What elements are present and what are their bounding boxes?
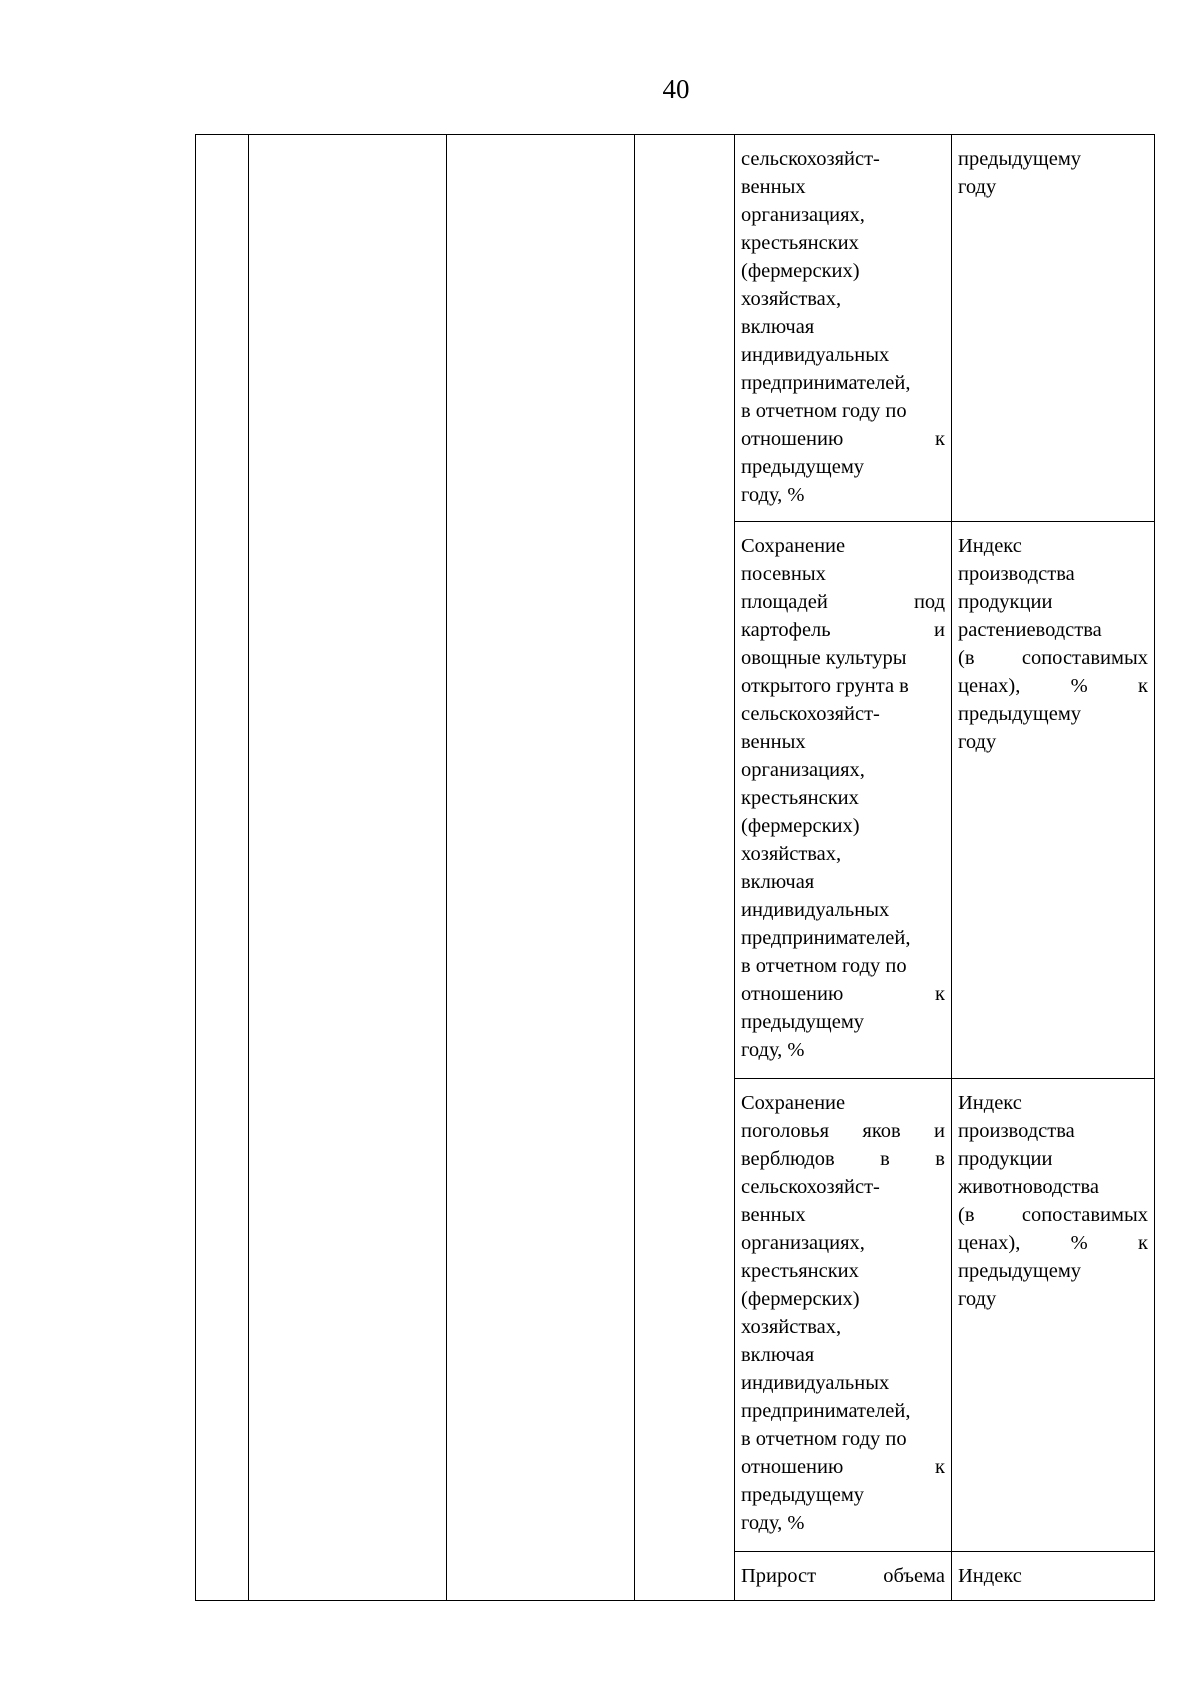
cell-text-line: крестьянских (741, 787, 859, 809)
cell-text-line: году, % (741, 1512, 805, 1534)
activity-cell (735, 135, 952, 522)
cell-text-line: Индекс (958, 1092, 1022, 1114)
cell-text-line: предпринимателей, (741, 927, 911, 949)
cell-text-line: в отчетном году по (741, 400, 907, 422)
cell-text-line: включая (741, 871, 815, 893)
cell-text-line: включая (741, 316, 815, 338)
cell-text-line: открытого грунта в (741, 675, 909, 697)
cell-text-line: в отчетном году по (741, 955, 907, 977)
cell-text-line: в отчетном году по (741, 1428, 907, 1450)
cell-text-line: году (958, 1288, 997, 1310)
cell-text-line: венных (741, 176, 806, 198)
cell-text-line: индивидуальных (741, 1372, 890, 1394)
page-number: 40 (662, 74, 690, 104)
cell-text-line: предыдущему (741, 1011, 865, 1033)
cell-text-line: Сохранение (741, 1092, 846, 1114)
table-row (196, 135, 1155, 522)
cell-text-line: ценах), % к (958, 675, 1148, 697)
cell-text-line: (фермерских) (741, 1288, 860, 1310)
cell-text-line: хозяйствах, (741, 1316, 842, 1338)
cell-text-line: Сохранение (741, 535, 846, 557)
cell-text-line: сельскохозяйст- (741, 148, 880, 170)
cell-text-line: Прирост объема (741, 1565, 945, 1587)
cell-text-line: поголовья яков и (741, 1120, 945, 1142)
cell-text-line: (фермерских) (741, 260, 860, 282)
cell-text-line: организациях, (741, 1232, 865, 1254)
cell-text-line: организациях, (741, 204, 865, 226)
cell-text-line: хозяйствах, (741, 843, 842, 865)
cell-text-line: организациях, (741, 759, 865, 781)
indicator-cell (952, 1079, 1155, 1552)
cell-text-line: (в сопоставимых (958, 647, 1148, 669)
cell-text-line: году, % (741, 1039, 805, 1061)
cell-text-line: верблюдов в в (741, 1148, 945, 1170)
cell-text-line: Индекс (958, 535, 1022, 557)
cell-text-line: индивидуальных (741, 344, 890, 366)
cell-text-line: Индекс (958, 1565, 1022, 1587)
cell-text-line: предыдущему (741, 456, 865, 478)
cell-text-line: крестьянских (741, 232, 859, 254)
activity-cell (735, 1552, 952, 1601)
cell-text-line: отношению к (741, 428, 945, 450)
cell-text-line: предыдущему (741, 1484, 865, 1506)
cell-text-line: ценах), % к (958, 1232, 1148, 1254)
indicator-cell (952, 522, 1155, 1079)
cell-text-line: производства (958, 563, 1075, 585)
indicator-cell (952, 135, 1155, 522)
document-table (195, 134, 1155, 1601)
cell-text-line: растениеводства (958, 619, 1102, 641)
cell-text-line: (фермерских) (741, 815, 860, 837)
cell-text-line: году (958, 176, 997, 198)
executor-column-cell (447, 135, 635, 1601)
number-column-cell (196, 135, 249, 1601)
cell-text-line: производства (958, 1120, 1075, 1142)
period-column-cell (635, 135, 735, 1601)
cell-text-line: сельскохозяйст- (741, 1176, 880, 1198)
program-name-column-cell (249, 135, 447, 1601)
cell-text-line: животноводства (958, 1176, 1100, 1198)
cell-text-line: предыдущему (958, 1260, 1082, 1282)
cell-text-line: отношению к (741, 983, 945, 1005)
cell-text-line: хозяйствах, (741, 288, 842, 310)
cell-text-line: продукции (958, 591, 1053, 613)
cell-text-line: предпринимателей, (741, 372, 911, 394)
cell-text-line: овощные культуры (741, 647, 907, 669)
cell-text-line: (в сопоставимых (958, 1204, 1148, 1226)
cell-text-line: включая (741, 1344, 815, 1366)
cell-text-line: отношению к (741, 1456, 945, 1478)
cell-text-line: площадей под (741, 591, 945, 613)
cell-text-line: году, % (741, 484, 805, 506)
cell-text-line: картофель и (741, 619, 945, 641)
cell-text-line: предпринимателей, (741, 1400, 911, 1422)
activity-cell (735, 522, 952, 1079)
cell-text-line: сельскохозяйст- (741, 703, 880, 725)
cell-text-line: предыдущему (958, 148, 1082, 170)
cell-text-line: крестьянских (741, 1260, 859, 1282)
cell-text-line: посевных (741, 563, 826, 585)
indicator-cell (952, 1552, 1155, 1601)
activity-cell (735, 1079, 952, 1552)
cell-text-line: венных (741, 731, 806, 753)
cell-text-line: индивидуальных (741, 899, 890, 921)
cell-text-line: венных (741, 1204, 806, 1226)
cell-text-line: продукции (958, 1148, 1053, 1170)
cell-text-line: году (958, 731, 997, 753)
cell-text-line: предыдущему (958, 703, 1082, 725)
